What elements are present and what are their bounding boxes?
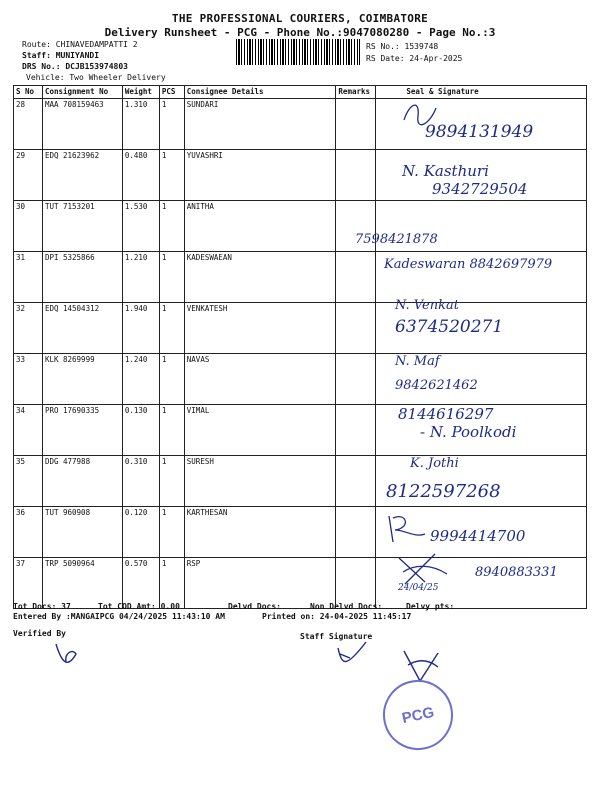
cell-consignment: TUT 960908 [42,507,122,558]
cell-consignment: DDG 477988 [42,456,122,507]
staff-label: Staff: MUNIYANDI [22,51,100,60]
cell-consignment: TUT 7153201 [42,201,122,252]
handwritten-signature: 8940883331 [475,565,558,580]
cell-pcs: 1 [159,150,184,201]
cell-weight: 1.210 [122,252,159,303]
col-consignee: Consignee Details [184,86,336,99]
runsheet-subtitle: Delivery Runsheet - PCG - Phone No.:9047080280 - Page No.:3 [104,26,496,39]
cell-weight: 1.940 [122,303,159,354]
staff-signature-label: Staff Signature [300,632,373,641]
handwritten-signature: 7598421878 [355,232,438,247]
handwritten-signature: 8144616297 [398,405,494,423]
rs-date-label: RS Date: 24-Apr-2025 [366,54,463,63]
col-weight: Weight [122,86,159,99]
verified-signature [52,640,82,670]
cell-pcs: 1 [159,201,184,252]
col-pcs: PCS [159,86,184,99]
cell-sno: 29 [14,150,43,201]
cell-consignment: EDQ 14504312 [42,303,122,354]
handwritten-signature: 6374520271 [395,317,504,337]
cell-weight: 0.120 [122,507,159,558]
cell-pcs: 1 [159,456,184,507]
cell-pcs: 1 [159,303,184,354]
handwritten-signature: 9342729504 [432,180,528,198]
rs-no-label: RS No.: 1539748 [366,42,439,51]
table-row [14,354,587,405]
cell-consignee: VIMAL [184,405,336,456]
cell-weight: 1.310 [122,99,159,150]
signature-scribble [385,510,431,548]
cell-pcs: 1 [159,507,184,558]
handwritten-signature: Kadeswaran 8842697979 [384,257,553,272]
cell-consignee: RSP [184,558,336,609]
cell-weight: 0.570 [122,558,159,609]
handwritten-date: 24/04/25 [398,583,439,593]
cell-consignment: PRO 17690335 [42,405,122,456]
col-remarks: Remarks [336,86,376,99]
handwritten-signature: N. Kasthuri [402,162,489,180]
cell-remarks [336,99,376,150]
total-cod: Tot COD Amt: 0.00 [98,602,180,611]
cell-consignee: NAVAS [184,354,336,405]
cell-remarks [336,507,376,558]
entered-by: Entered By :MANGAIPCG 04/24/2025 11:43:10 AM [13,612,225,621]
cell-consignee: KADESWAEAN [184,252,336,303]
drs-label: DRS No.: DCJB153974803 [22,62,128,71]
handwritten-signature: 8122597268 [386,481,501,502]
cell-consignment: TRP 5090964 [42,558,122,609]
cell-pcs: 1 [159,354,184,405]
handwritten-signature: K. Jothi [410,456,459,471]
route-label: Route: CHINAVEDAMPATTI 2 [22,40,138,49]
cell-remarks [336,150,376,201]
cell-consignee: SURESH [184,456,336,507]
total-docs: Tot Docs: 37 [13,602,71,611]
verified-by-label: Verified By [13,629,66,638]
cell-weight: 0.130 [122,405,159,456]
signature-scribble [400,98,440,128]
cell-weight: 0.480 [122,150,159,201]
cell-sno: 32 [14,303,43,354]
cell-sno: 34 [14,405,43,456]
col-seal-signature: Seal & Signature [376,86,587,99]
cell-consignee: ANITHA [184,201,336,252]
cell-remarks [336,252,376,303]
company-stamp: PCG [376,673,459,756]
delivered-docs: Delvd Docs: [228,602,281,611]
cell-sno: 35 [14,456,43,507]
handwritten-signature: 9842621462 [395,378,478,393]
cell-sno: 31 [14,252,43,303]
cell-remarks [336,303,376,354]
cell-consignee: VENKATESH [184,303,336,354]
cell-sno: 28 [14,99,43,150]
cell-pcs: 1 [159,405,184,456]
cell-pcs: 1 [159,558,184,609]
non-delivered-docs: Non Delvd Docs: [310,602,383,611]
cell-pcs: 1 [159,252,184,303]
barcode [236,39,360,65]
col-consignment: Consignment No [42,86,122,99]
handwritten-signature: 9894131949 [425,122,534,142]
cell-consignee: KARTHESAN [184,507,336,558]
cell-consignment: MAA 708159463 [42,99,122,150]
cell-weight: 1.530 [122,201,159,252]
cell-remarks [336,558,376,609]
cell-weight: 0.310 [122,456,159,507]
cell-sno: 30 [14,201,43,252]
cell-consignment: DPI 5325866 [42,252,122,303]
signature-scribble [395,548,455,588]
handwritten-signature: N. Venkat [395,298,459,313]
cell-pcs: 1 [159,99,184,150]
cell-consignment: KLK 8269999 [42,354,122,405]
handwritten-signature: 9994414700 [430,527,526,545]
cell-consignee: SUNDARI [184,99,336,150]
cell-remarks [336,405,376,456]
cell-weight: 1.240 [122,354,159,405]
delivery-points: Delvy pts: [406,602,455,611]
handwritten-signature: N. Maf [395,354,440,369]
cell-remarks [336,354,376,405]
cell-remarks [336,456,376,507]
printed-on: Printed on: 24-04-2025 11:45:17 [262,612,412,621]
cell-sno: 33 [14,354,43,405]
table-header-row [14,86,587,99]
handwritten-signature: - N. Poolkodi [420,423,517,441]
company-title: THE PROFESSIONAL COURIERS, COIMBATORE [171,12,429,25]
staff-signature-mark [334,638,370,670]
table-row [14,201,587,252]
cell-sno: 36 [14,507,43,558]
cell-consignee: YUVASHRI [184,150,336,201]
cell-sno: 37 [14,558,43,609]
vehicle-label: Vehicle: Two Wheeler Delivery [26,73,166,82]
col-sno: S No [14,86,43,99]
cell-consignment: EDQ 21623962 [42,150,122,201]
table-row [14,456,587,507]
